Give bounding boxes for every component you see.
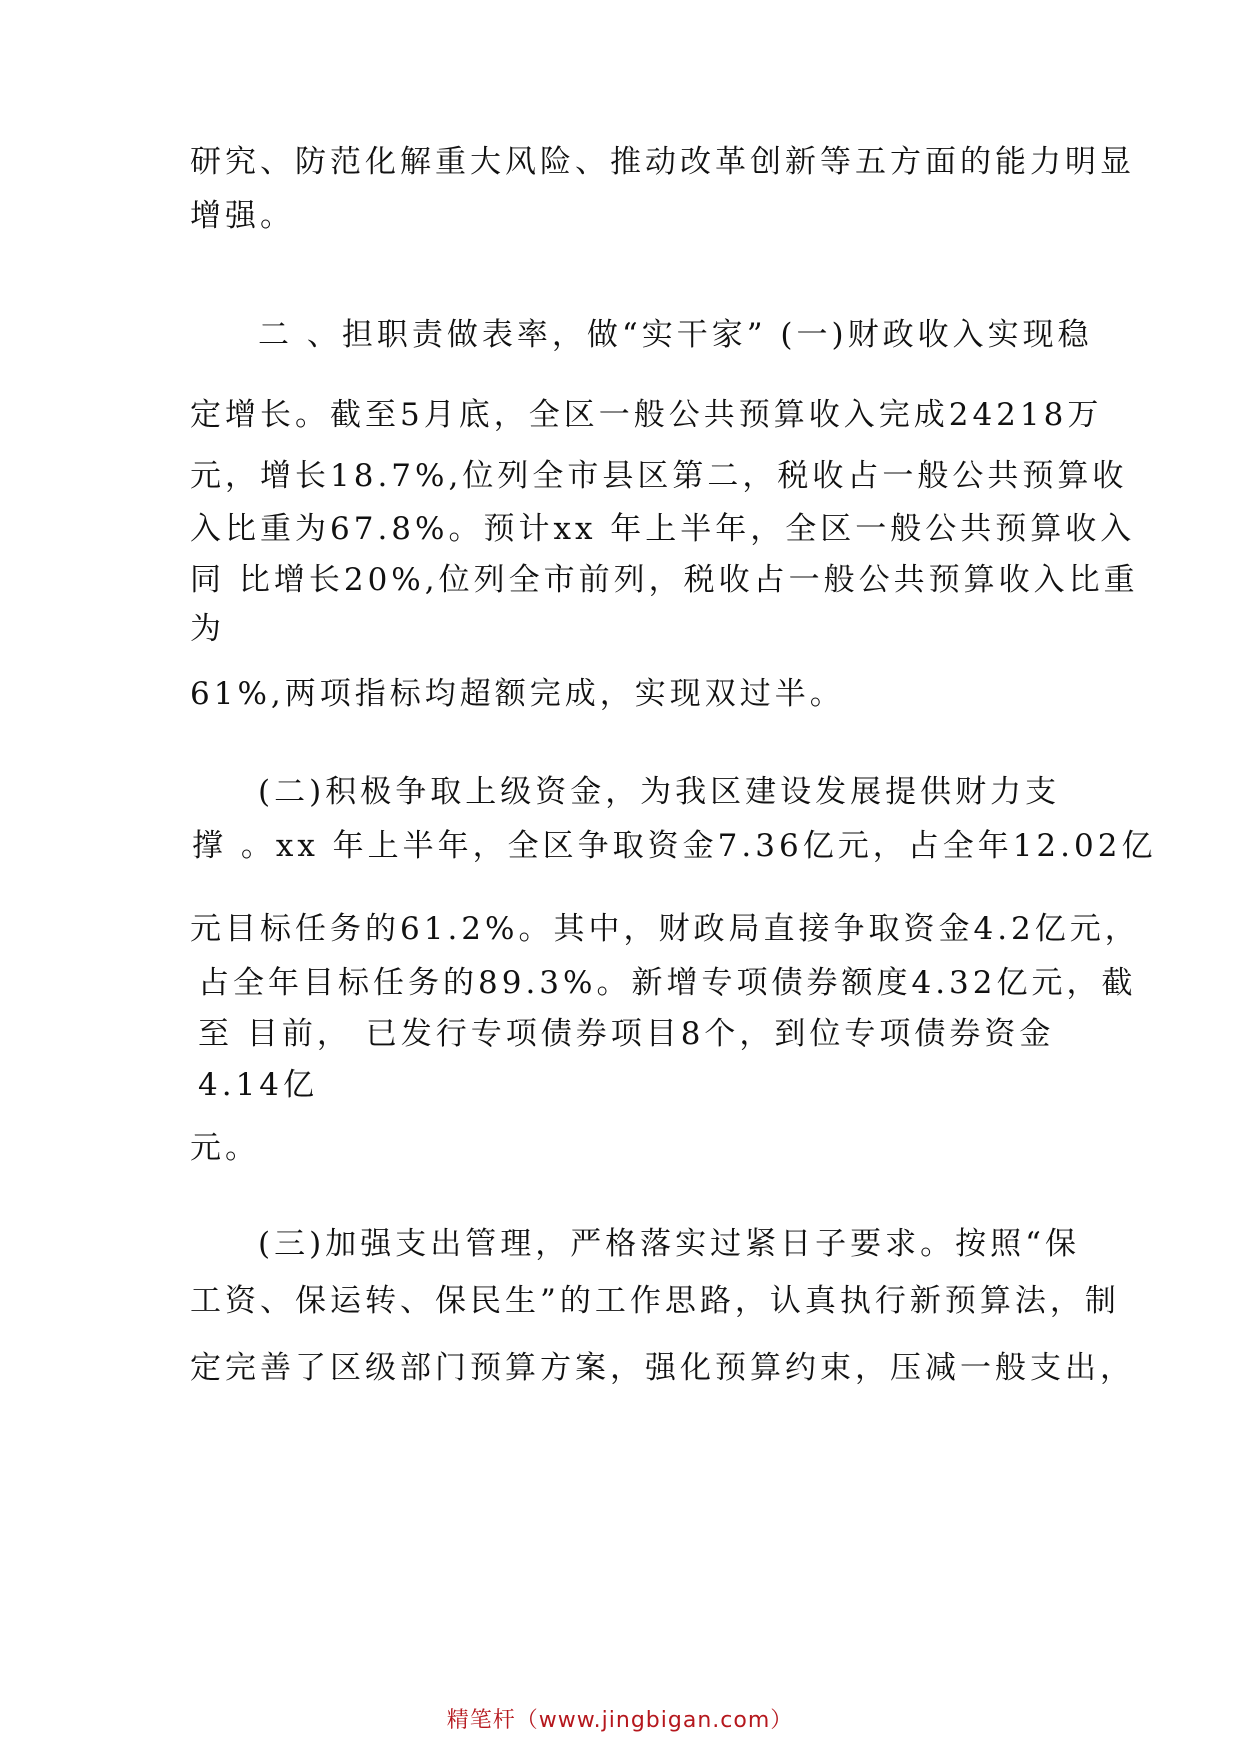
body-line: 增强。 xyxy=(190,198,295,234)
body-line: 定完善了区级部门预算方案，强化预算约束，压减一般支出， xyxy=(190,1350,1135,1386)
body-line: 元。 xyxy=(190,1130,260,1166)
paragraph-heading-line: (二)积极争取上级资金，为我区建设发展提供财力支 xyxy=(258,774,1061,810)
body-line: 4.14亿 xyxy=(198,1067,319,1103)
body-line: 定增长。截至5月底，全区一般公共预算收入完成24218万 xyxy=(190,397,1103,433)
body-line: 61%,两项指标均超额完成，实现双过半。 xyxy=(190,676,845,712)
body-line: 为 xyxy=(190,611,225,647)
paragraph-heading-line: (三)加强支出管理，严格落实过紧日子要求。按照“保 xyxy=(258,1226,1081,1262)
body-line: 元，增长18.7%,位列全市县区第二，税收占一般公共预算收 xyxy=(190,458,1128,494)
body-line: 占全年目标任务的89.3%。新增专项债券额度4.32亿元，截 xyxy=(198,965,1137,1001)
section-heading-line: 二 、担职责做表率，做“实干家” (一)财政收入实现稳 xyxy=(258,317,1093,353)
body-line: 至 目前， 已发行专项债券项目8个，到位专项债券资金 xyxy=(198,1016,1055,1052)
body-line: 元目标任务的61.2%。其中，财政局直接争取资金4.2亿元， xyxy=(190,911,1140,947)
body-line: 同 比增长20%,位列全市前列，税收占一般公共预算收入比重 xyxy=(190,562,1139,598)
body-line: 研究、防范化解重大风险、推动改革创新等五方面的能力明显 xyxy=(190,144,1135,180)
body-line: 入比重为67.8%。预计xx 年上半年，全区一般公共预算收入 xyxy=(190,511,1136,547)
body-line: 工资、保运转、保民生”的工作思路，认真执行新预算法，制 xyxy=(190,1283,1120,1319)
body-line: 撑 。xx 年上半年，全区争取资金7.36亿元，占全年12.02亿 xyxy=(192,828,1157,864)
footer-watermark-link[interactable]: 精笔杆（www.jingbigan.com） xyxy=(446,1708,794,1733)
